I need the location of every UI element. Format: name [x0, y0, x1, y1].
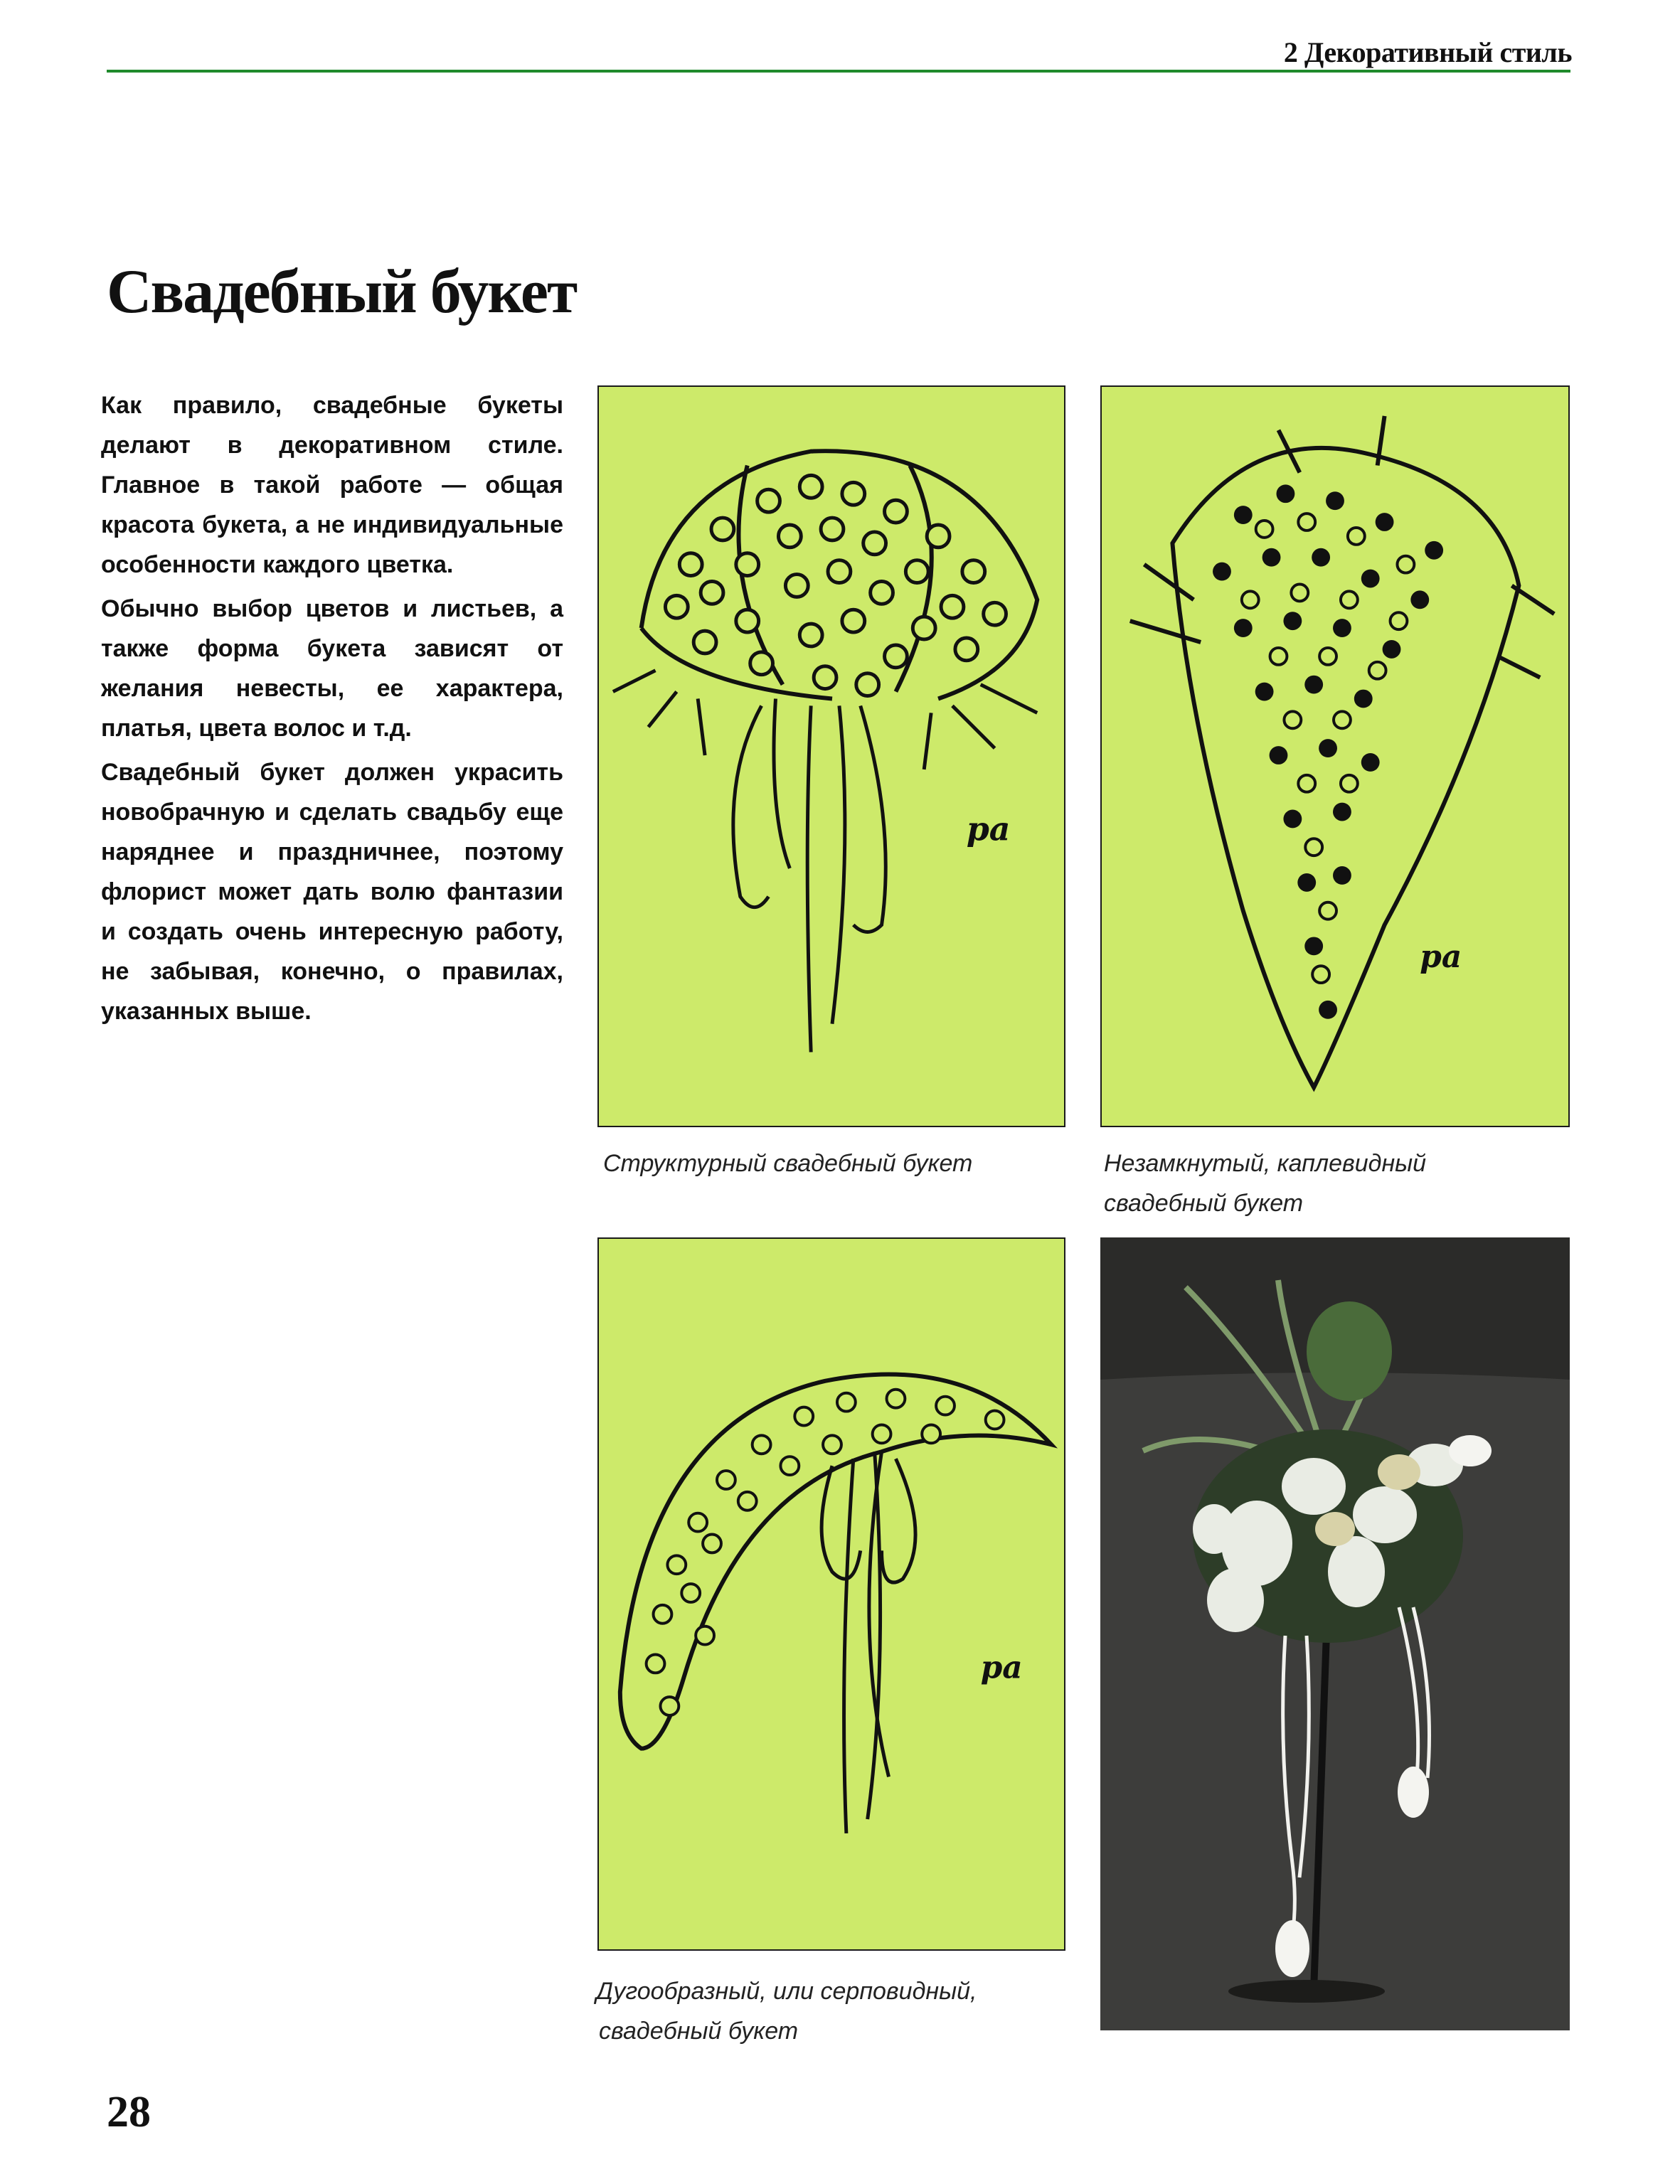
paragraph: Свадебный букет должен украсить новобрачную и сделать свадьбу еще наряднее и праздничнее, поэтому флорист может дать волю фантазии и создать очень интересную работу, не забывая, конечно, о правилах, указанных выше. [101, 759, 563, 1025]
page-title: Свадебный букет [107, 257, 577, 326]
round-bouquet-drawing [599, 387, 1064, 1126]
signature: pa [966, 809, 1011, 848]
signature: pa [1420, 939, 1462, 976]
figure-crescent-bouquet [597, 1237, 1065, 1951]
bouquet-photo [1100, 1237, 1570, 2030]
caption-line: Дугообразный, или серповидный, [596, 1978, 977, 2005]
signature: pa [980, 1649, 1023, 1686]
caption-line: Незамкнутый, каплевидный [1104, 1150, 1427, 1177]
caption-line: свадебный букет [599, 2018, 799, 2045]
caption-fig2 [1104, 1144, 1426, 1223]
bouquet-photo-illustration [1100, 1237, 1570, 2030]
body-text [101, 385, 563, 1035]
caption-fig1: Структурный свадебный букет [603, 1150, 973, 1177]
header-rule [107, 70, 1570, 73]
figure-structured-bouquet [597, 385, 1065, 1127]
paragraph: Обычно выбор цветов и листьев, а также форма букета зависят от желания невесты, ее характера, платья, цвета волос и т.д. [101, 595, 563, 742]
figure-cascade-bouquet [1100, 385, 1570, 1127]
caption-line: свадебный букет [1104, 1190, 1304, 1217]
page-number: 28 [107, 2088, 151, 2136]
running-head: 2 Декоративный стиль [1283, 36, 1572, 68]
caption-fig3 [596, 1971, 977, 2051]
cascade-bouquet-drawing [1102, 387, 1568, 1126]
paragraph: Как правило, свадебные букеты делают в декоративном стиле. Главное в такой работе — общая красота букета, а не индивидуальные особенности каждого цветка. [101, 392, 563, 578]
crescent-bouquet-drawing [599, 1239, 1064, 1949]
